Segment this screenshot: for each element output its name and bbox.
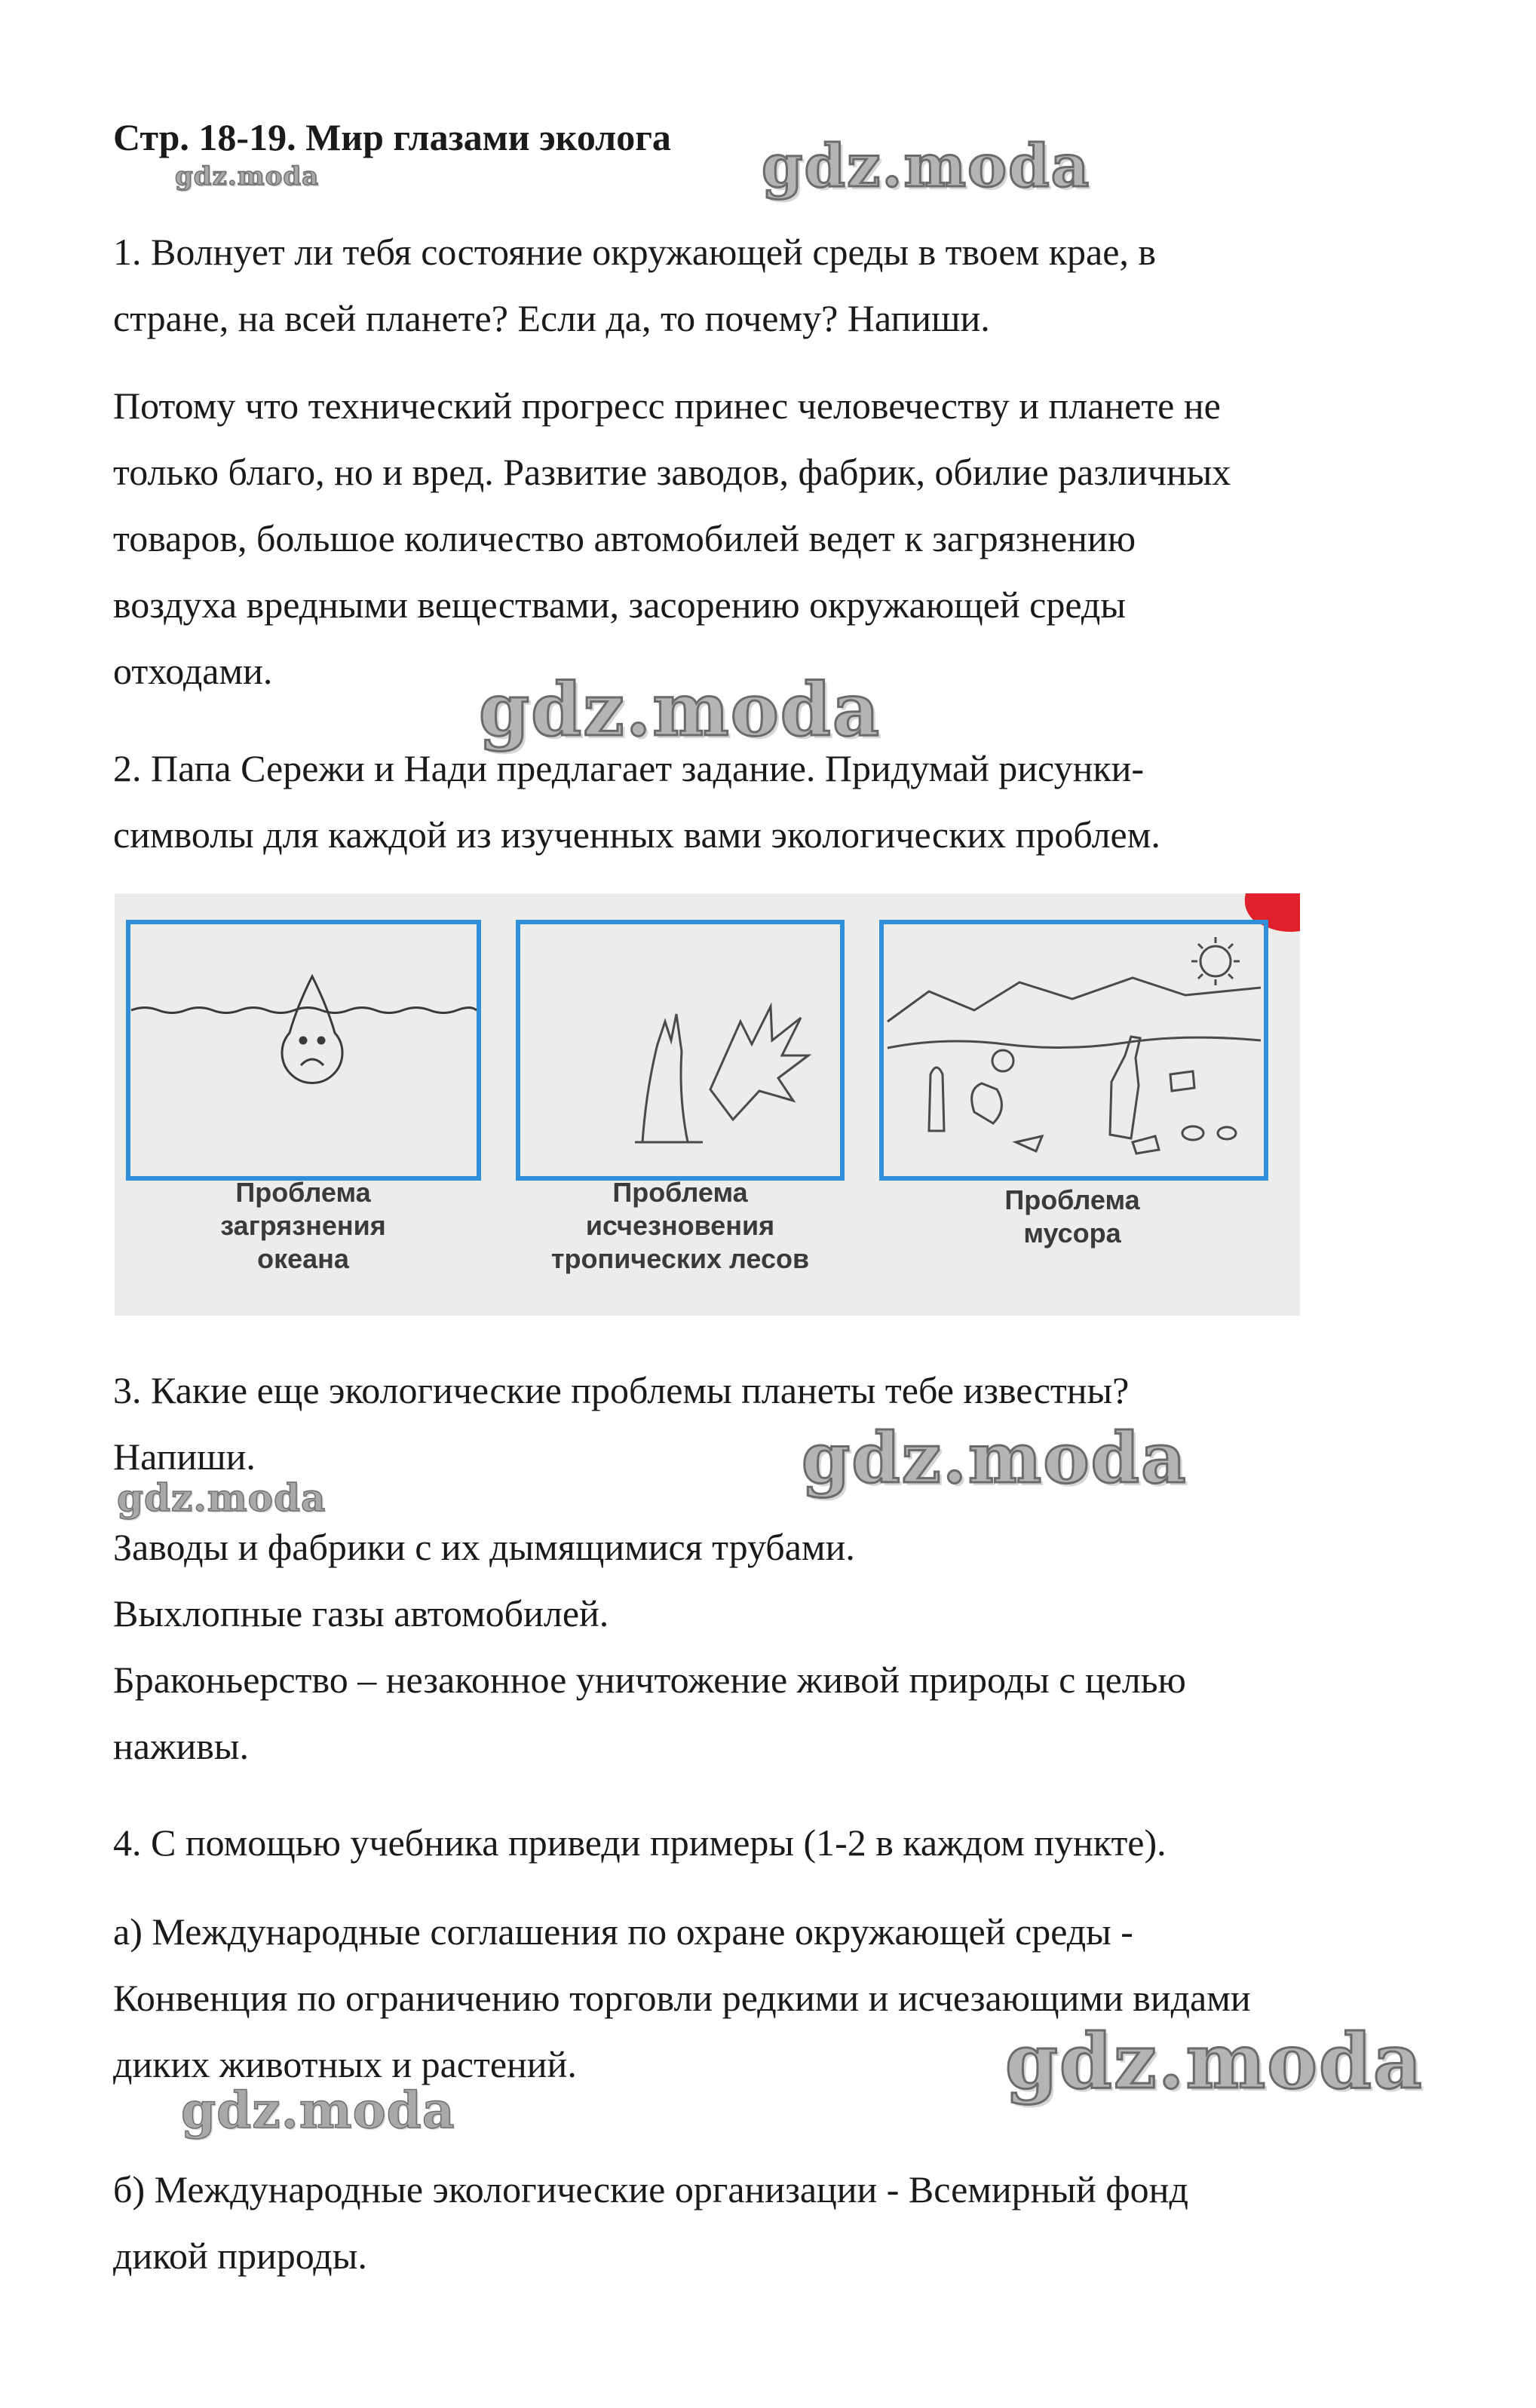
text-line: диких животных и растений.: [113, 2043, 577, 2085]
text-line: б) Международные экологические организации - Всемирный фонд: [113, 2168, 1188, 2210]
frame-forest: [518, 922, 842, 1178]
watermark: gdz.moda: [802, 1417, 1188, 1499]
q2-question: [113, 735, 1470, 868]
watermark: gdz.moda: [762, 132, 1091, 201]
litter-icon: [888, 937, 1261, 1153]
frame-label-litter: Проблема мусора: [1004, 1184, 1140, 1248]
text-line: дикой природы.: [113, 2235, 367, 2277]
watermark: gdz.moda: [1005, 2017, 1424, 2106]
text-line: товаров, большое количество автомобилей ведет к загрязнению: [113, 517, 1136, 559]
watermark: gdz.moda: [181, 2081, 455, 2140]
text-line: Выхлопные газы автомобилей.: [113, 1592, 609, 1634]
watermark: gdz.moda: [117, 1475, 327, 1520]
q4-answer-a: [113, 1898, 1470, 2097]
text-line: символы для каждой из изученных вами экологических проблем.: [113, 813, 1160, 856]
frame-label-forest: Проблема исчезновения тропических лесов: [550, 1177, 810, 1274]
q4-question: [113, 1809, 1470, 1876]
text-line: стране, на всей планете? Если да, то почему? Напиши.: [113, 297, 990, 339]
frame-ocean: [128, 922, 479, 1178]
watermark: gdz.moda: [479, 667, 881, 752]
q1-answer: [113, 372, 1470, 704]
sad-droplet-icon: [131, 976, 477, 1083]
text-line: а) Международные соглашения по охране окружающей среды -: [113, 1910, 1133, 1953]
broken-tree-icon: [635, 1006, 808, 1142]
text-line: Напиши.: [113, 1435, 256, 1478]
text-line: 4. С помощью учебника приведи примеры (1-2 в каждом пункте).: [113, 1821, 1167, 1864]
frame-label-ocean: Проблема загрязнения океана: [220, 1177, 386, 1274]
text-line: наживы.: [113, 1725, 249, 1767]
q3-question: [113, 1357, 1470, 1490]
text-line: 2. Папа Сережи и Нади предлагает задание. Придумай рисунки-: [113, 747, 1145, 789]
watermark: gdz.moda: [175, 161, 320, 191]
red-corner-shape: [1245, 893, 1300, 932]
text-line: Заводы и фабрики с их дымящимися трубами.: [113, 1526, 855, 1568]
page-title: Стр. 18-19. Мир глазами эколога: [113, 116, 671, 158]
text-line: 1. Волнует ли тебя состояние окружающей среды в твоем крае, в: [113, 231, 1157, 273]
text-line: только благо, но и вред. Развитие заводов, фабрик, обилие различных: [113, 451, 1231, 493]
text-line: воздуха вредными веществами, засорению окружающей среды: [113, 584, 1126, 626]
eco-symbols-illustration: [115, 893, 1300, 1316]
text-line: Браконьерство – незаконное уничтожение живой природы с целью: [113, 1659, 1186, 1701]
q1-question: [113, 219, 1470, 351]
text-line: Конвенция по ограничению торговли редкими и исчезающими видами: [113, 1977, 1251, 2019]
text-line: 3. Какие еще экологические проблемы планеты тебе известны?: [113, 1369, 1130, 1411]
q3-answer: [113, 1514, 1470, 1779]
q4-answer-b: [113, 2156, 1470, 2289]
text-line: Потому что технический прогресс принес человечеству и планете не: [113, 384, 1221, 427]
frame-litter: [881, 922, 1266, 1178]
text-line: отходами.: [113, 650, 273, 692]
